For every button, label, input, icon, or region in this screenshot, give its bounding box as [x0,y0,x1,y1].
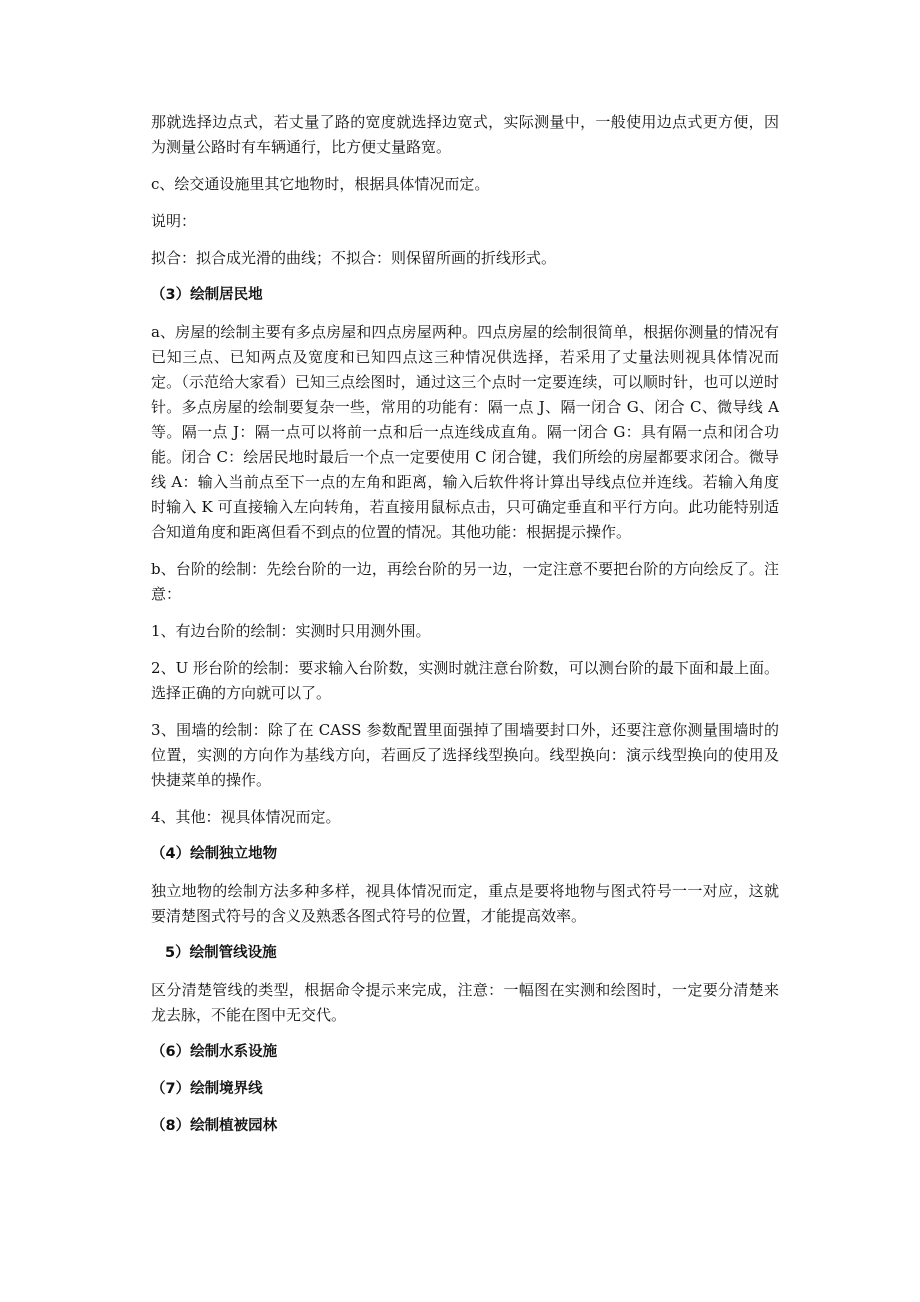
paragraph-traffic-other: c、绘交通设施里其它地物时，根据具体情况而定。 [151,175,490,193]
heading-water-systems: （6）绘制水系设施 [151,1044,278,1060]
heading-residential: （3）绘制居民地 [151,287,263,303]
paragraph-pipelines: 区分清楚管线的类型，根据命令提示来完成，注意：一幅图在实测和绘图时，一定要分清楚来龙去脉，不能在图中无交代。 [151,981,779,1024]
heading-boundaries: （7）绘制境界线 [151,1081,263,1097]
paragraph-note-label: 说明： [151,212,197,230]
paragraph-step-edge: 1、有边台阶的绘制：实测时只用测外围。 [151,622,431,640]
document-page [151,110,779,1151]
heading-pipelines: 5）绘制管线设施 [165,945,277,961]
paragraph-other: 4、其他：视具体情况而定。 [151,808,341,826]
heading-independent-features: （4）绘制独立地物 [151,846,278,862]
paragraph-steps-drawing: b、台阶的绘制：先绘台阶的一边，再绘台阶的另一边，一定注意不要把台阶的方向绘反了。注意： [151,560,779,603]
heading-vegetation: （8）绘制植被园林 [151,1118,278,1134]
paragraph-step-u-shape: 2、U 形台阶的绘制：要求输入台阶数，实测时就注意台阶数，可以测台阶的最下面和最上面。选择正确的方向就可以了。 [151,659,779,702]
paragraph-fitting: 拟合：拟合成光滑的曲线；不拟合：则保留所画的折线形式。 [151,249,557,267]
paragraph-wall-drawing: 3、围墙的绘制：除了在 CASS 参数配置里面强掉了围墙要封口外，还要注意你测量围墙时的位置，实测的方向作为基线方向，若画反了选择线型换向。线型换向：演示线型换向的使用及快捷菜单的操作。 [151,721,779,789]
paragraph-road-edge-style: 那就选择边点式，若丈量了路的宽度就选择边宽式，实际测量中，一般使用边点式更方便，因为测量公路时有车辆通行，比方便丈量路宽。 [151,113,779,156]
paragraph-independent-features: 独立地物的绘制方法多种多样，视具体情况而定，重点是要将地物与图式符号一一对应，这就要清楚图式符号的含义及熟悉各图式符号的位置，才能提高效率。 [151,882,779,925]
paragraph-house-drawing: a、房屋的绘制主要有多点房屋和四点房屋两种。四点房屋的绘制很简单，根据你测量的情况有已知三点、已知两点及宽度和已知四点这三种情况供选择，若采用了丈量法则视具体情况而定。（示范给大家看）已知三点绘图时，通过这三个点时一定要连续，可以顺时针，也可以逆时针。多点房屋的绘制要复杂一些，常用的功能有：隔一点 J、隔一闭合 G、闭合 C、微导线 A 等。隔一点 J：隔一点可以将前一点和后一点连线成直角。隔一闭合 G：具有隔一点和闭合功能。闭合 C：绘居民地时最后一个点一定要使用 C 闭合键，我们所绘的房屋都要求闭合。微导线 A：输入当前点至下一点的左角和距离，输入后软件将计算出导线点位并连线。若输入角度时输入 K 可直接输入左向转角，若直接用鼠标点击，只可确定垂直和平行方向。此功能特别适合知道角度和距离但看不到点的位置的情况。其他功能：根据提示操作。 [151,323,779,541]
